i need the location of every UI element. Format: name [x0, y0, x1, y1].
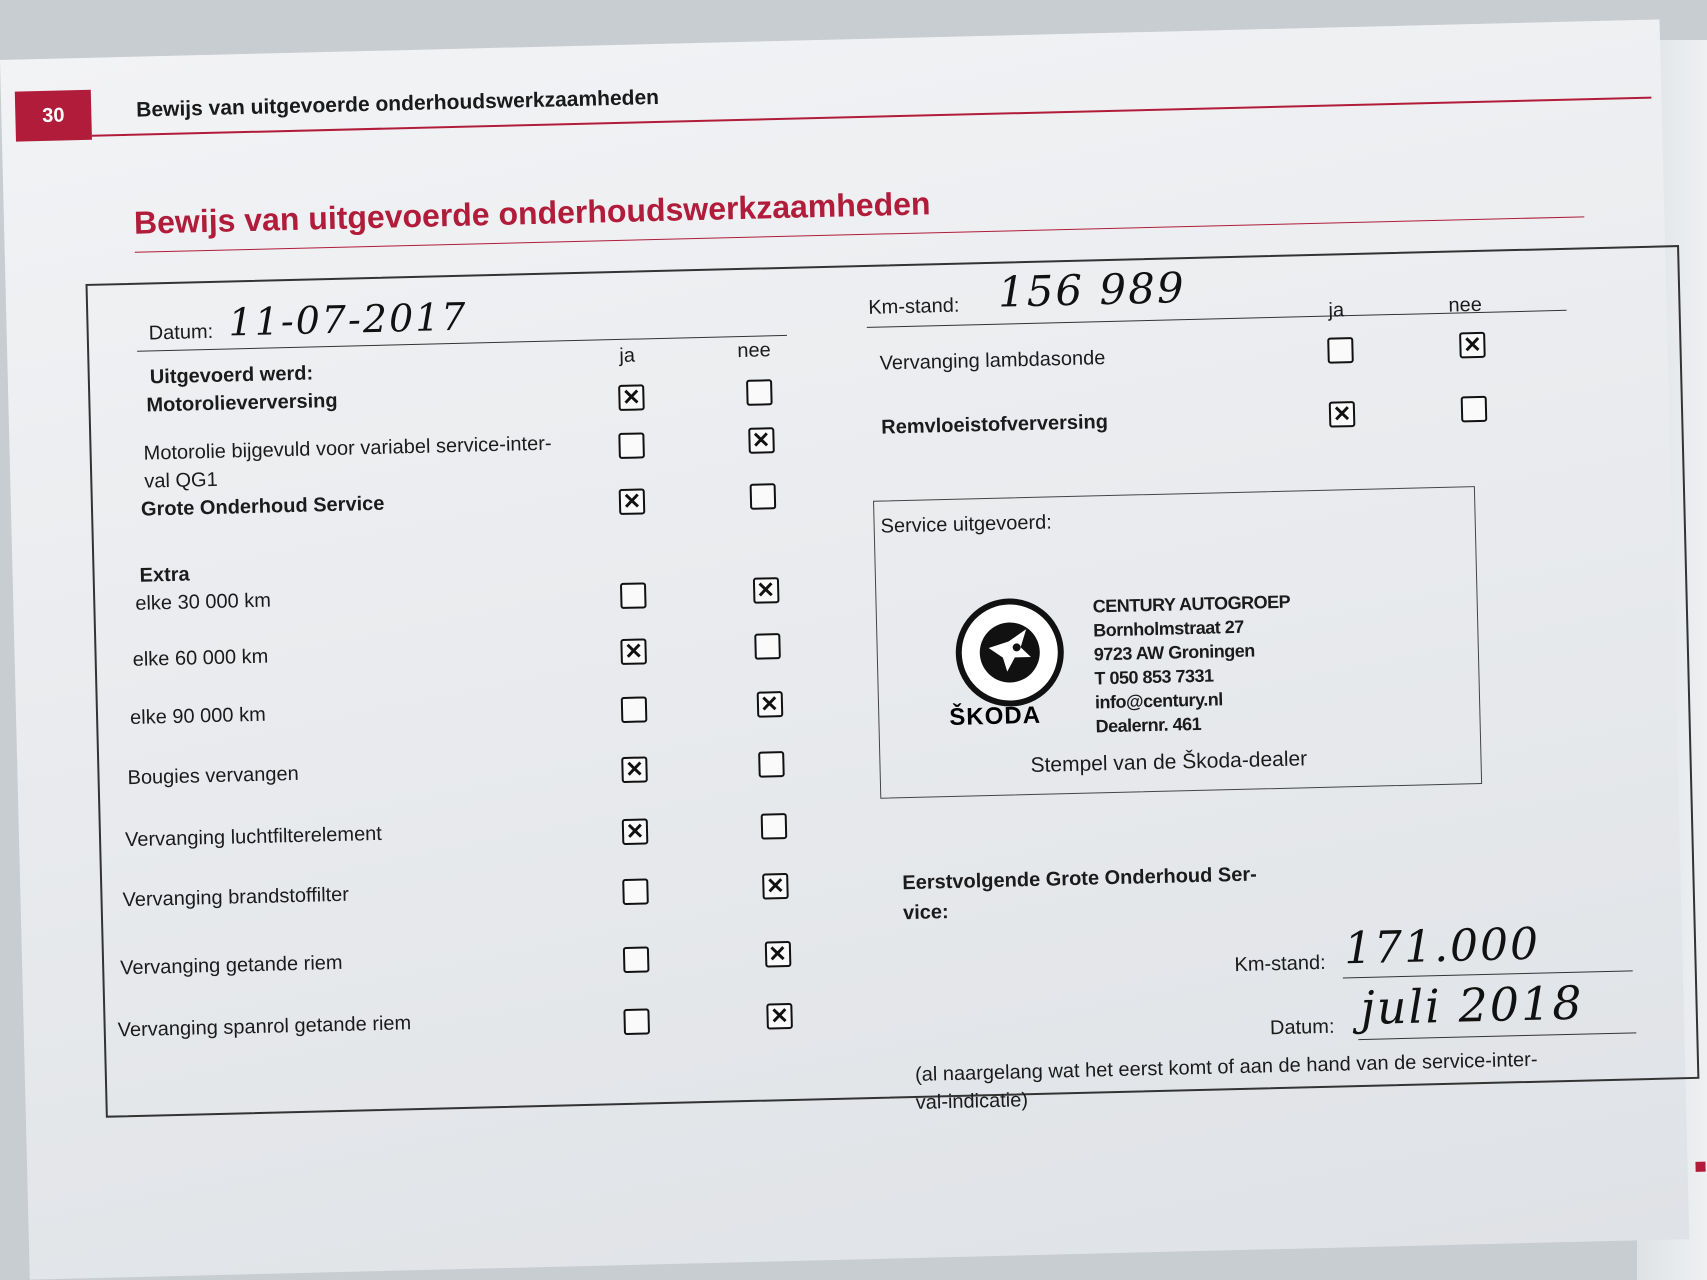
document-page — [0, 19, 1689, 1279]
next-datum-value: juli 2018 — [1359, 975, 1585, 1036]
left-item-label: Vervanging brandstoffilter — [122, 883, 350, 912]
left-item-label: Vervanging getande riem — [119, 951, 343, 980]
left-nee-header: nee — [737, 339, 771, 363]
right-item-label: Remvloeistofverversing — [880, 411, 1109, 439]
dealer-line-3: 9723 AW Groningen — [1093, 640, 1255, 665]
left-item-label: elke 30 000 km — [135, 589, 272, 615]
nee-checkbox[interactable] — [760, 813, 787, 840]
x-mark-icon: ✕ — [770, 1003, 790, 1029]
nee-checkbox[interactable] — [1461, 396, 1488, 423]
left-ja-header: ja — [619, 344, 636, 367]
x-mark-icon: ✕ — [622, 488, 642, 514]
dealer-line-5: info@century.nl — [1094, 689, 1223, 713]
nee-checkbox[interactable] — [758, 751, 785, 778]
nee-checkbox[interactable] — [752, 577, 779, 604]
km-label: Km-stand: — [868, 294, 960, 319]
left-item-label: Motorolie bijgevuld voor variabel service-inter- — [143, 432, 552, 465]
left-item-label: Motorolieverversing — [146, 389, 338, 417]
nee-checkbox[interactable] — [750, 483, 777, 510]
x-mark-icon: ✕ — [1332, 401, 1352, 427]
nee-checkbox[interactable] — [746, 379, 773, 406]
page-corner-mark — [1695, 1162, 1705, 1172]
ja-checkbox[interactable] — [621, 696, 648, 723]
left-item-label: Bougies vervangen — [127, 762, 300, 790]
nee-checkbox[interactable] — [762, 873, 789, 900]
left-item-label: Vervanging spanrol getande riem — [117, 1012, 412, 1042]
left-item-label-2: val QG1 — [144, 468, 218, 493]
x-mark-icon: ✕ — [621, 384, 641, 410]
dealer-line-1: CENTURY AUTOGROEP — [1092, 591, 1291, 617]
nee-checkbox[interactable] — [764, 941, 791, 968]
nee-checkbox[interactable] — [1459, 332, 1486, 359]
page-title: Bewijs van uitgevoerde onderhoudswerkzaamheden — [133, 185, 931, 241]
ja-checkbox[interactable] — [622, 818, 649, 845]
ja-checkbox[interactable] — [619, 488, 646, 515]
maintenance-form — [85, 245, 1699, 1118]
datum-value: 11-07-2017 — [227, 294, 469, 345]
extra-label: Extra — [139, 563, 190, 587]
ja-checkbox[interactable] — [621, 756, 648, 783]
ja-checkbox[interactable] — [618, 432, 645, 459]
x-mark-icon: ✕ — [1462, 331, 1482, 358]
skoda-arrow-glyph — [974, 617, 1046, 689]
x-mark-icon: ✕ — [765, 873, 785, 899]
running-title: Bewijs van uitgevoerde onderhoudswerkzaamheden — [135, 85, 660, 122]
right-item-label: Vervanging lambdasonde — [879, 347, 1106, 375]
left-item-label: Grote Onderhoud Service — [140, 492, 385, 521]
skoda-arrow-logo-icon — [954, 597, 1065, 708]
ja-checkbox[interactable] — [620, 638, 647, 665]
uitgevoerd-label: Uitgevoerd werd: — [149, 362, 314, 389]
next-km-label: Km-stand: — [1234, 951, 1326, 977]
datum-label: Datum: — [148, 320, 214, 345]
ja-checkbox[interactable] — [618, 384, 645, 411]
footnote: (al naargelang wat het eerst komt of aan de hand van de service-inter- — [914, 1048, 1538, 1086]
right-nee-header: nee — [1448, 293, 1483, 317]
left-item-label: elke 90 000 km — [129, 703, 266, 730]
dealer-line-2: Bornholmstraat 27 — [1093, 616, 1245, 641]
service-stamp-box — [873, 486, 1482, 799]
x-mark-icon: ✕ — [756, 577, 776, 603]
next-datum-label: Datum: — [1269, 1015, 1335, 1040]
dealer-line-4: T 050 853 7331 — [1094, 665, 1214, 689]
x-mark-icon: ✕ — [768, 941, 788, 967]
next-service-label-2: vice: — [902, 901, 949, 925]
x-mark-icon: ✕ — [624, 756, 645, 782]
page-number: 30 — [15, 90, 92, 142]
x-mark-icon: ✕ — [624, 638, 644, 664]
nee-checkbox[interactable] — [766, 1003, 793, 1030]
stamp-caption: Stempel van de Škoda-dealer — [1030, 747, 1308, 778]
ja-checkbox[interactable] — [623, 1008, 650, 1035]
skoda-brand: ŠKODA — [949, 701, 1042, 731]
left-item-label: elke 60 000 km — [132, 645, 269, 671]
nee-checkbox[interactable] — [754, 633, 781, 660]
x-mark-icon: ✕ — [751, 427, 771, 453]
nee-checkbox[interactable] — [756, 691, 783, 718]
nee-checkbox[interactable] — [748, 427, 775, 454]
x-mark-icon: ✕ — [625, 818, 645, 844]
left-item-label: Vervanging luchtfilterelement — [124, 822, 383, 852]
x-mark-icon: ✕ — [759, 691, 779, 717]
footnote-2: val-indicatie) — [915, 1089, 1029, 1114]
ja-checkbox[interactable] — [622, 878, 649, 905]
service-label: Service uitgevoerd: — [880, 511, 1053, 538]
ja-checkbox[interactable] — [623, 946, 650, 973]
km-value: 156 989 — [997, 263, 1187, 317]
right-ja-header: ja — [1328, 299, 1345, 322]
next-km-value: 171.000 — [1343, 918, 1541, 975]
ja-checkbox[interactable] — [1327, 337, 1354, 364]
dealer-line-6: Dealernr. 461 — [1095, 713, 1202, 737]
next-service-label: Eerstvolgende Grote Onderhoud Ser- — [902, 863, 1258, 895]
ja-checkbox[interactable] — [1329, 401, 1356, 428]
ja-checkbox[interactable] — [620, 582, 647, 609]
